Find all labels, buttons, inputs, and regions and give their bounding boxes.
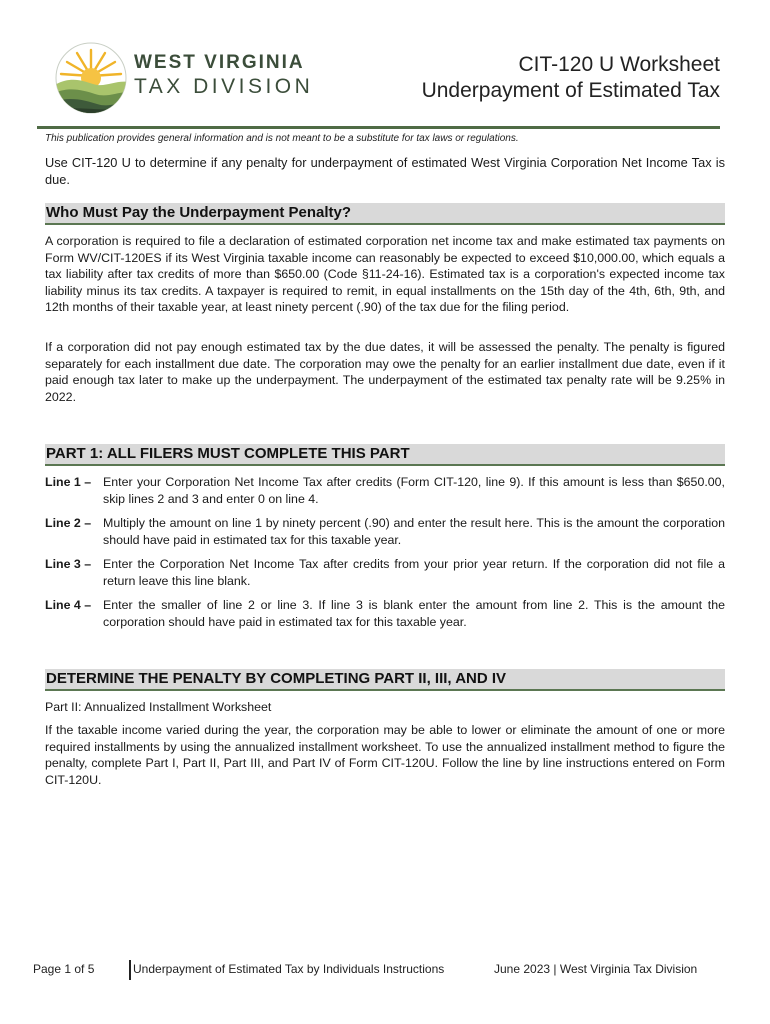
section-heading-determine-penalty [45,669,725,691]
title-line-1: CIT-120 U Worksheet [518,53,720,76]
section-heading-text: DETERMINE THE PENALTY BY COMPLETING PART II, III, AND IV [46,670,507,687]
line-text: Enter your Corporation Net Income Tax after credits (Form CIT-120, line 9). If this amount is less than $650.00, skip lines 2 and 3 and enter 0 on line 4. [103,475,725,506]
paragraph-penalty: If a corporation did not pay enough estimated tax by the due dates, it will be assessed the penalty. The penalty is figured separately for each installment due date. The corporation may owe the penalty for an earlier installment due date, even if it paid enough tax later to make up the underpayment. The underpayment of the estimated tax penalty rate will be 9.25% in 2022. [45,340,725,404]
line-item-1 [45,474,725,507]
logo-line-west-virginia: WEST VIRGINIA [134,52,305,73]
line-item-4 [45,597,725,630]
paragraph-annualized: If the taxable income varied during the year, the corporation may be able to lower or eliminate the amount of one or more required installments by using the annualized installment worksheet. To use the annualized installment method to figure the penalty, complete Part I, Part II, Part III, and Part IV of Form CIT-120U. Follow the line by line instructions entered on Form CIT-120U. [45,723,725,787]
line-label: Line 3 – [45,557,92,571]
section-heading-text: PART 1: ALL FILERS MUST COMPLETE THIS PART [46,445,410,462]
footer-title: Underpayment of Estimated Tax by Individuals Instructions [133,962,445,976]
line-text: Multiply the amount on line 1 by ninety percent (.90) and enter the result here. This is the amount the corporation should have paid in estimated tax for this taxable year. [103,516,725,547]
section-heading-text: Who Must Pay the Underpayment Penalty? [46,204,352,221]
line-label: Line 2 – [45,516,92,530]
line-label: Line 4 – [45,598,92,612]
footer-divider [129,960,131,980]
line-text: Enter the smaller of line 2 or line 3. If line 3 is blank enter the amount from line 2. This is the amount the corporation should have paid in estimated tax for this taxable year. [103,598,725,629]
header-divider [37,126,720,129]
line-text: Enter the Corporation Net Income Tax after credits from your prior year return. If the corporation did not file a return leave this line blank. [103,557,725,588]
part-2-label: Part II: Annualized Installment Worksheet [45,700,272,714]
page-number: Page 1 of 5 [33,962,95,976]
logo-line-tax-division: TAX DIVISION [134,75,314,98]
section-heading-part-1 [45,444,725,466]
disclaimer-text: This publication provides general information and is not meant to be a substitute for tax laws or regulations. [45,133,519,144]
document-title [422,52,720,104]
line-item-3 [45,556,725,589]
paragraph-requirement: A corporation is required to file a declaration of estimated corporation net income tax and make estimated tax payments on Form WV/CIT-120ES if its West Virginia taxable income can reasonably be expected to exceed $10,000.00, which equals a tax liability after tax credits of more than $650.00 (Code §11-24-16). Estimated tax is a corporation's expected income tax liability minus its tax credits. A taxpayer is required to remit, in equal installments on the 15th day of the 4th, 6th, 9th, and 12th months of their taxable year, at least ninety percent (.90) of the tax due for the filing period. [45,234,725,315]
line-label: Line 1 – [45,475,92,489]
title-line-2: Underpayment of Estimated Tax [421,79,720,102]
wv-tax-logo-icon [55,40,127,116]
line-item-2 [45,515,725,548]
intro-paragraph: Use CIT-120 U to determine if any penalty for underpayment of estimated West Virginia Corporation Net Income Tax is due. [45,155,725,187]
footer-date: June 2023 | West Virginia Tax Division [494,962,698,976]
logo-wordmark [134,52,313,100]
section-heading-who-must-pay [45,203,725,225]
